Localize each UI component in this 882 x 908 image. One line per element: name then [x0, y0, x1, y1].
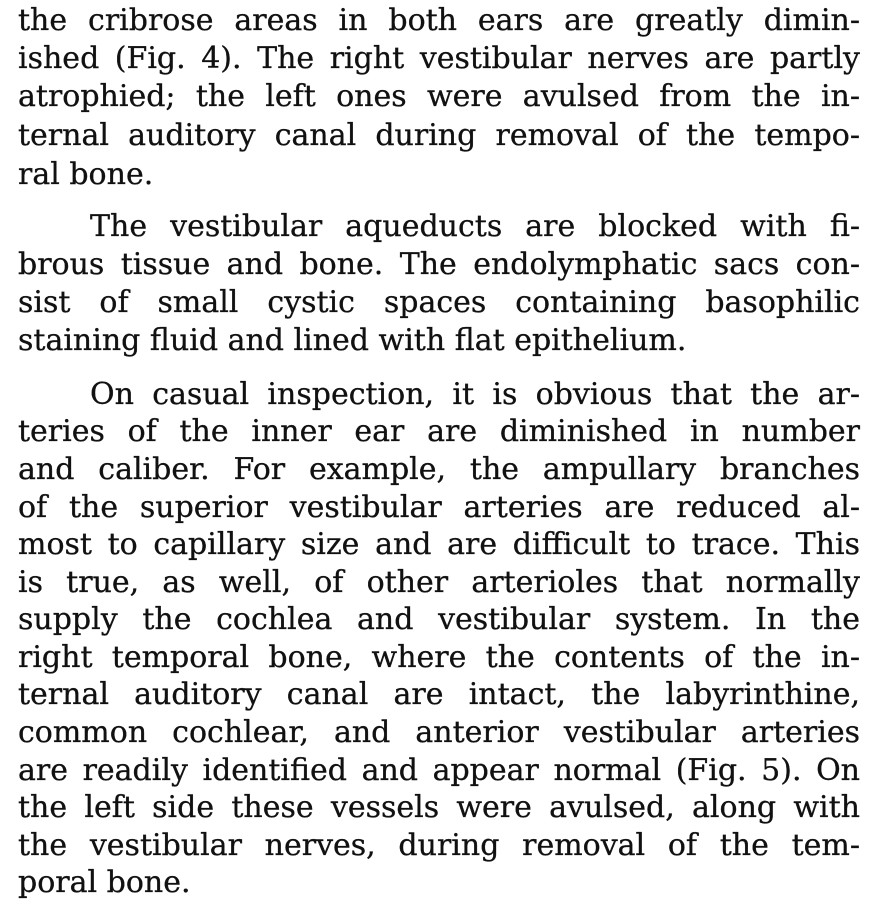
text-line: of the superior vestibular arteries are reduced al-: [18, 490, 860, 525]
text-line: atrophied; the left ones were avulsed from the in-: [18, 79, 860, 114]
text-line: brous tissue and bone. The endolymphatic sacs con-: [18, 247, 860, 282]
text-line: ternal auditory canal during removal of the tempo-: [18, 118, 860, 153]
text-line: ral bone.: [18, 157, 154, 192]
text-line: staining fluid and lined with flat epithelium.: [18, 323, 687, 358]
text-line: the left side these vessels were avulsed, along with: [18, 790, 860, 825]
text-line: sist of small cystic spaces containing basophilic: [18, 285, 860, 320]
text-line: teries of the inner ear are diminished in number: [18, 414, 860, 449]
text-line: the vestibular nerves, during removal of the tem-: [18, 828, 860, 863]
text-line: ternal auditory canal are intact, the labyrinthine,: [18, 677, 860, 712]
text-line: On casual inspection, it is obvious that the ar-: [90, 377, 860, 412]
text-line: poral bone.: [18, 865, 191, 900]
text-line: The vestibular aqueducts are blocked with fi-: [90, 209, 860, 244]
text-line: and caliber. For example, the ampullary branches: [18, 452, 860, 487]
text-line: are readily identified and appear normal (Fig. 5). On: [18, 753, 860, 788]
text-line: supply the cochlea and vestibular system. In the: [18, 602, 860, 637]
text-line: the cribrose areas in both ears are greatly dimin-: [18, 3, 860, 38]
text-line: common cochlear, and anterior vestibular arteries: [18, 715, 860, 750]
text-line: right temporal bone, where the contents of the in-: [18, 640, 860, 675]
text-line: most to capillary size and are difficult to trace. This: [18, 527, 860, 562]
text-line: ished (Fig. 4). The right vestibular nerves are partly: [18, 41, 860, 76]
text-line: is true, as well, of other arterioles that normally: [18, 565, 860, 600]
